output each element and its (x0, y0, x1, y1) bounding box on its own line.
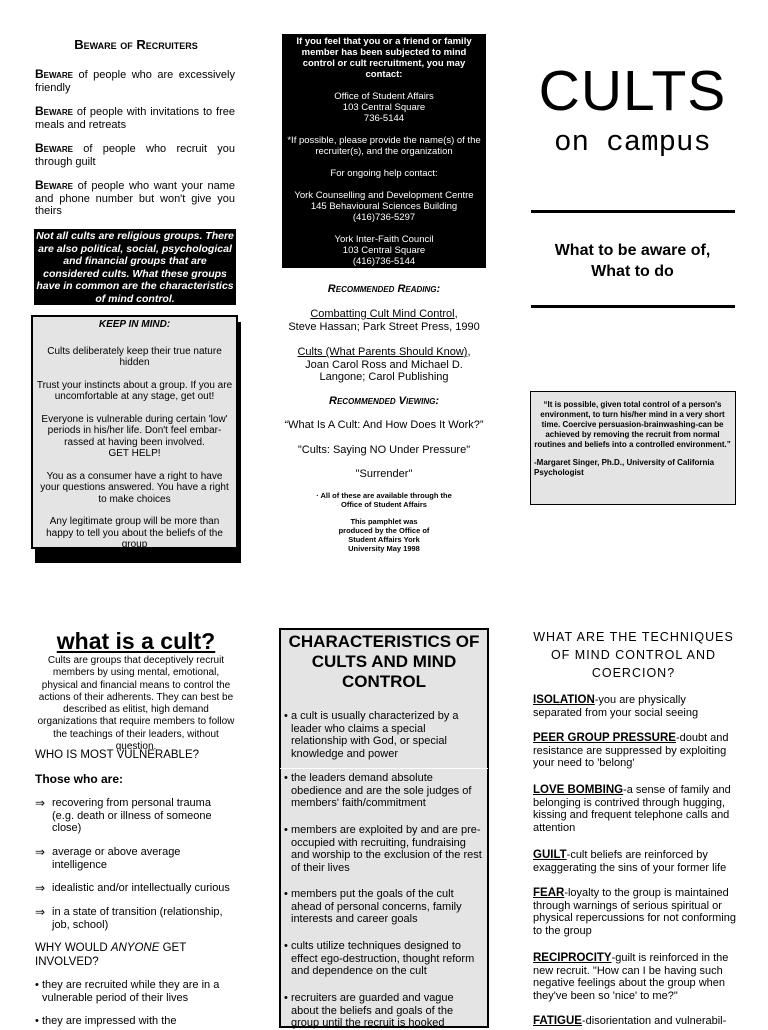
book-2: Cults (What Parents Should Know), Joan Carol Ross and Michael D. Langone; Carol Publishing (297, 346, 471, 383)
quote-text: “It is possible, given total control of a person's environment, to turn his/her mind in a very short time. Coercive persuasion-brainwashing-can be achieved by removing the recruit from normal routines and beliefs into a controlled environment.” (534, 400, 731, 449)
cover-subtitle: on campus (554, 126, 711, 159)
list-item: • recruiters are guarded and vague about the beliefs and goals of the group until the recruit is hooked (284, 992, 454, 1029)
contact-box (282, 34, 486, 268)
cult-types-box: Not all cults are religious groups. There are also political, social, psychological and financial groups that are considered cults. What these groups have in common are the characteristics of mind control. (34, 229, 236, 305)
list-item: • members are exploited by and are pre-occupied with recruiting, fundraising and worship to the exclusion of the rest of their lives (284, 824, 482, 874)
contact-note: *If possible, please provide the name(s) of the recruiter(s), and the organization (287, 135, 481, 157)
keep-in-mind-item: Any legitimate group will be more than happy to tell you about the beliefs of the group (46, 516, 223, 550)
contact-heading: If you feel that you or a friend or family member has been subjected to mind control or cult recruitment, you may contact: (296, 36, 472, 80)
video-item: "Cults: Saying NO Under Pressure" (297, 444, 471, 456)
beware-item: Beware of people who recruit you through guilt (35, 141, 235, 168)
counselling-phone: (416)736-5297 (352, 212, 416, 223)
bullet-icon: • (284, 710, 288, 722)
interfaith-address: 103 Central Square (342, 245, 426, 256)
bullet-icon: • (284, 888, 288, 900)
characteristics-title: CHARACTERISTICS OF CULTS AND MIND CONTROL (288, 632, 480, 691)
bullet-icon: • (284, 772, 288, 784)
availability-note: · All of these are available through the Office of Student Affairs (316, 491, 452, 509)
office-address: 103 Central Square (342, 102, 426, 113)
recommended-viewing-title: Recommended Viewing: (329, 395, 439, 407)
arrow-icon: ⇒ (35, 905, 46, 919)
list-item: • the leaders demand absolute obedience and are the sole judges of members' faith/commitment (284, 772, 472, 809)
bullet-icon: • (35, 979, 39, 991)
cult-definition: Cults are groups that deceptively recruit members by using mental, emotional, physical and financial means to control the actions of their adherents. They can best be described as elitist, high demand organizations that require members to follow the teachings of their leaders, without question. (37, 655, 235, 753)
arrow-icon: ⇒ (35, 796, 46, 810)
technique-item: PEER GROUP PRESSURE-doubt and resistance are suppressed by exploiting your need to 'belong' (533, 732, 729, 769)
bullet-icon: • (284, 824, 288, 836)
technique-item: GUILT-cult beliefs are reinforced by exaggerating the sins of your former life (533, 849, 727, 874)
keep-in-mind-item: Trust your instincts about a group. If you are uncomfortable at any stage, get out! (36, 379, 233, 402)
keep-in-mind-box (31, 315, 238, 549)
beware-item: Beware of people with invitations to free meals and retreats (35, 104, 235, 131)
list-item: • a cult is usually characterized by a leader who claims a special relationship with God, or special knowledge and power (284, 710, 459, 760)
technique-item: ISOLATION-you are physically separated from your social seeing (533, 694, 699, 719)
arrow-icon: ⇒ (35, 845, 46, 859)
book-1: Combatting Cult Mind Control, Steve Hassan; Park Street Press, 1990 (288, 308, 480, 333)
interfaith-phone: (416)736-5144 (352, 256, 416, 267)
arrow-icon: ⇒ (35, 881, 46, 895)
technique-item: LOVE BOMBING-a sense of family and belonging is contrived through hugging, kissing and frequent telephone calls and attention (533, 784, 731, 834)
produced-by: This pamphlet was produced by the Office of Student Affairs York University May 1998 (338, 517, 430, 553)
what-is-a-cult-title: what is a cult? (56, 628, 216, 654)
keep-in-mind-item: You as a consumer have a right to have your questions answered. You have a right to make choices (40, 470, 229, 505)
beware-item: Beware of people who are excessively friendly (35, 67, 235, 94)
technique-item: RECIPROCITY-guilt is reinforced in the new recruit. "How can I be having such negative feelings about the group when they've been so 'nice' to me?" (533, 952, 729, 1002)
recommended-reading-title: Recommended Reading: (327, 283, 441, 295)
technique-item: FEAR-loyalty to the group is maintained through warnings of serious spiritual or physical repercussions for not conforming to the group (533, 887, 736, 937)
cover-tagline: What to be aware of, What to do (554, 242, 711, 280)
quote-attribution: -Margaret Singer, Ph.D., University of California Psychologist (534, 458, 715, 477)
list-item: • members put the goals of the cult ahead of personal concerns, family interests and career goals (284, 888, 462, 925)
keep-in-mind-item: GET HELP! (108, 448, 161, 459)
beware-item: Beware of people who want your name and phone number but won't give you theirs (35, 178, 235, 217)
list-item: ⇒ in a state of transition (relationship, job, school) (35, 905, 223, 931)
office-phone: 736-5144 (363, 113, 405, 124)
list-item: ⇒ recovering from personal trauma (e.g. death or illness of someone close) (35, 796, 212, 834)
divider (531, 305, 735, 308)
bullet-icon: • (284, 992, 288, 1004)
divider (531, 210, 735, 213)
technique-item: FATIGUE-disorientation and vulnerabil- (533, 1015, 727, 1027)
interfaith-name: York Inter-Faith Council (334, 234, 434, 245)
office-name: Office of Student Affairs (334, 91, 434, 102)
quote-box (530, 391, 736, 505)
who-vulnerable-title: WHO IS MOST VULNERABLE? (35, 749, 200, 761)
list-item: • they are recruited while they are in a vulnerable period of their lives (35, 979, 220, 1004)
list-item: • they are impressed with the (35, 1015, 177, 1027)
bullet-icon: • (35, 1015, 39, 1027)
those-who-are: Those who are: (35, 772, 124, 786)
video-item: "Surrender" (355, 468, 413, 480)
list-item: ⇒ average or above average intelligence (35, 845, 181, 871)
techniques-title: WHAT ARE THE TECHNIQUES OF MIND CONTROL AND COERCION? (533, 630, 734, 680)
keep-in-mind-item: Everyone is vulnerable during certain 'low' periods in his/her life. Don't feel embar-rassed at having been involved. (41, 413, 228, 448)
bullet-icon: • (284, 940, 288, 952)
list-item: ⇒ idealistic and/or intellectually curious (35, 881, 230, 895)
divider (280, 768, 488, 769)
cover-title: CULTS (538, 59, 727, 123)
beware-title: Beware of Recruiters (74, 37, 198, 52)
list-item: • cults utilize techniques designed to effect ego-destruction, thought reform and dependence on the cult (284, 940, 475, 977)
ongoing-help: For ongoing help contact: (330, 168, 438, 179)
why-involved-title: WHY WOULD ANYONE GET INVOLVED? (35, 942, 187, 968)
counselling-name: York Counselling and Development Centre (294, 190, 474, 201)
keep-in-mind-title: KEEP IN MIND: (98, 319, 171, 330)
keep-in-mind-item: Cults deliberately keep their true nature hidden (47, 345, 222, 368)
video-item: “What Is A Cult: And How Does It Work?” (284, 419, 484, 431)
counselling-address: 145 Behavioural Sciences Building (310, 201, 458, 212)
